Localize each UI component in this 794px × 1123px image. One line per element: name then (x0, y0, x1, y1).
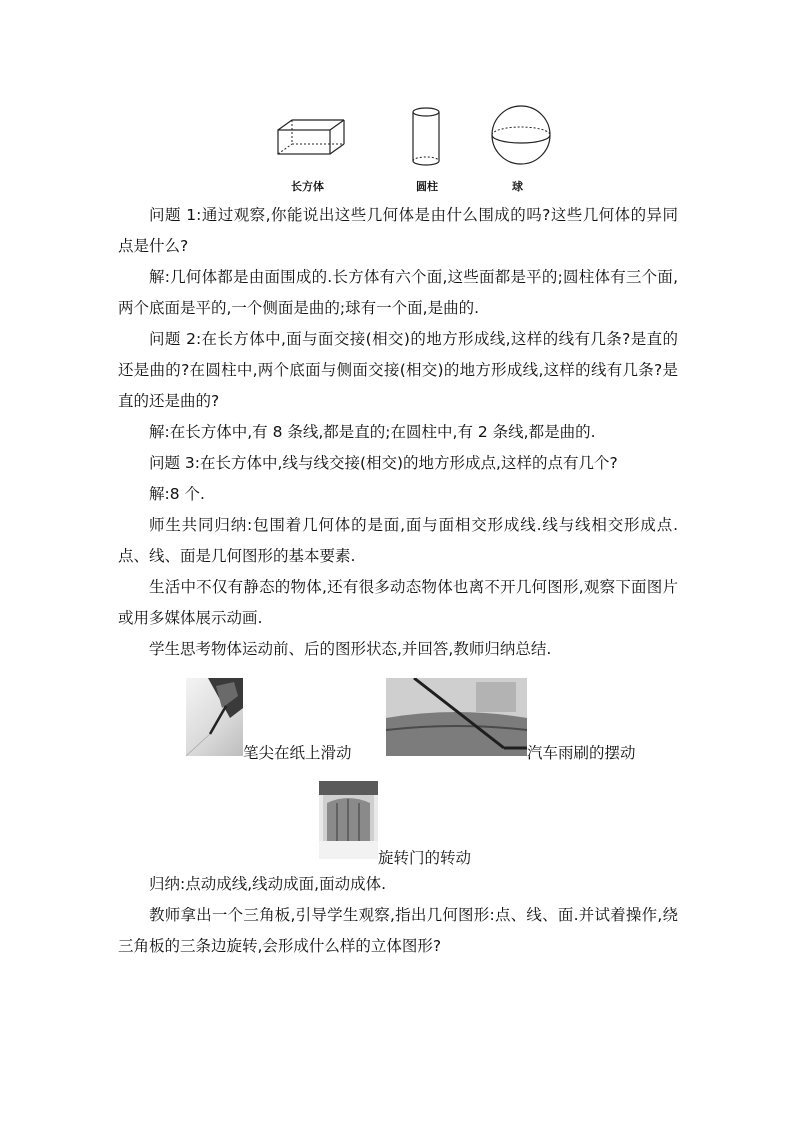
paragraph: 问题 3:在长方体中,线与线交接(相交)的地方形成点,这样的点有几个? (149, 454, 618, 472)
sphere-drawing (489, 104, 553, 166)
paragraph: 问题 2:在长方体中,面与面交接(相交)的地方形成线,这样的线有几条?是直的还是曲的?在圆柱中,两个底面与侧面交接(相交)的地方形成线,这样的线有几条?是直的还是曲的? (118, 330, 678, 410)
solids-figure (0, 100, 794, 195)
paragraph: 解:几何体都是由面围成的.长方体有六个面,这些面都是平的;圆柱体有三个面,两个底面是平的,一个侧面是曲的;球有一个面,是曲的. (118, 268, 678, 317)
cylinder-label: 圆柱 (416, 180, 438, 193)
wiper-image (386, 678, 527, 756)
paragraph: 解:在长方体中,有 8 条线,都是直的;在圆柱中,有 2 条线,都是曲的. (149, 423, 596, 441)
paragraph: 学生思考物体运动前、后的图形状态,并回答,教师归纳总结. (149, 640, 552, 658)
pen-image (186, 678, 243, 756)
paragraph: 教师拿出一个三角板,引导学生观察,指出几何图形:点、线、面.并试着操作,绕三角板的三条边旋转,会形成什么样的立体图形? (118, 906, 678, 955)
cuboid-drawing (276, 118, 348, 158)
door-caption: 旋转门的转动 (378, 849, 472, 867)
paragraph: 归纳:点动成线,线动成面,面动成体. (149, 875, 387, 893)
revolving-door-image (319, 781, 378, 859)
sphere-label: 球 (512, 180, 523, 193)
paragraph: 师生共同归纳:包围着几何体的是面,面与面相交形成线.线与线相交形成点.点、线、面是几何图形的基本要素. (118, 516, 678, 565)
paragraph: 解:8 个. (149, 485, 205, 503)
cylinder-drawing (410, 106, 442, 168)
paragraph: 问题 1:通过观察,你能说出这些几何体是由什么围成的吗?这些几何体的异同点是什么? (118, 206, 678, 255)
paragraph: 生活中不仅有静态的物体,还有很多动态物体也离不开几何图形,观察下面图片或用多媒体展示动画. (118, 578, 678, 627)
cuboid-label: 长方体 (291, 180, 324, 193)
pen-photo (186, 678, 243, 756)
text-section-top (118, 200, 678, 665)
wiper-photo (386, 678, 527, 756)
pen-caption: 笔尖在纸上滑动 (243, 744, 352, 762)
text-section-bottom (118, 869, 678, 962)
wiper-caption: 汽车雨刷的摆动 (527, 744, 636, 762)
revolving-door-photo (319, 781, 378, 859)
